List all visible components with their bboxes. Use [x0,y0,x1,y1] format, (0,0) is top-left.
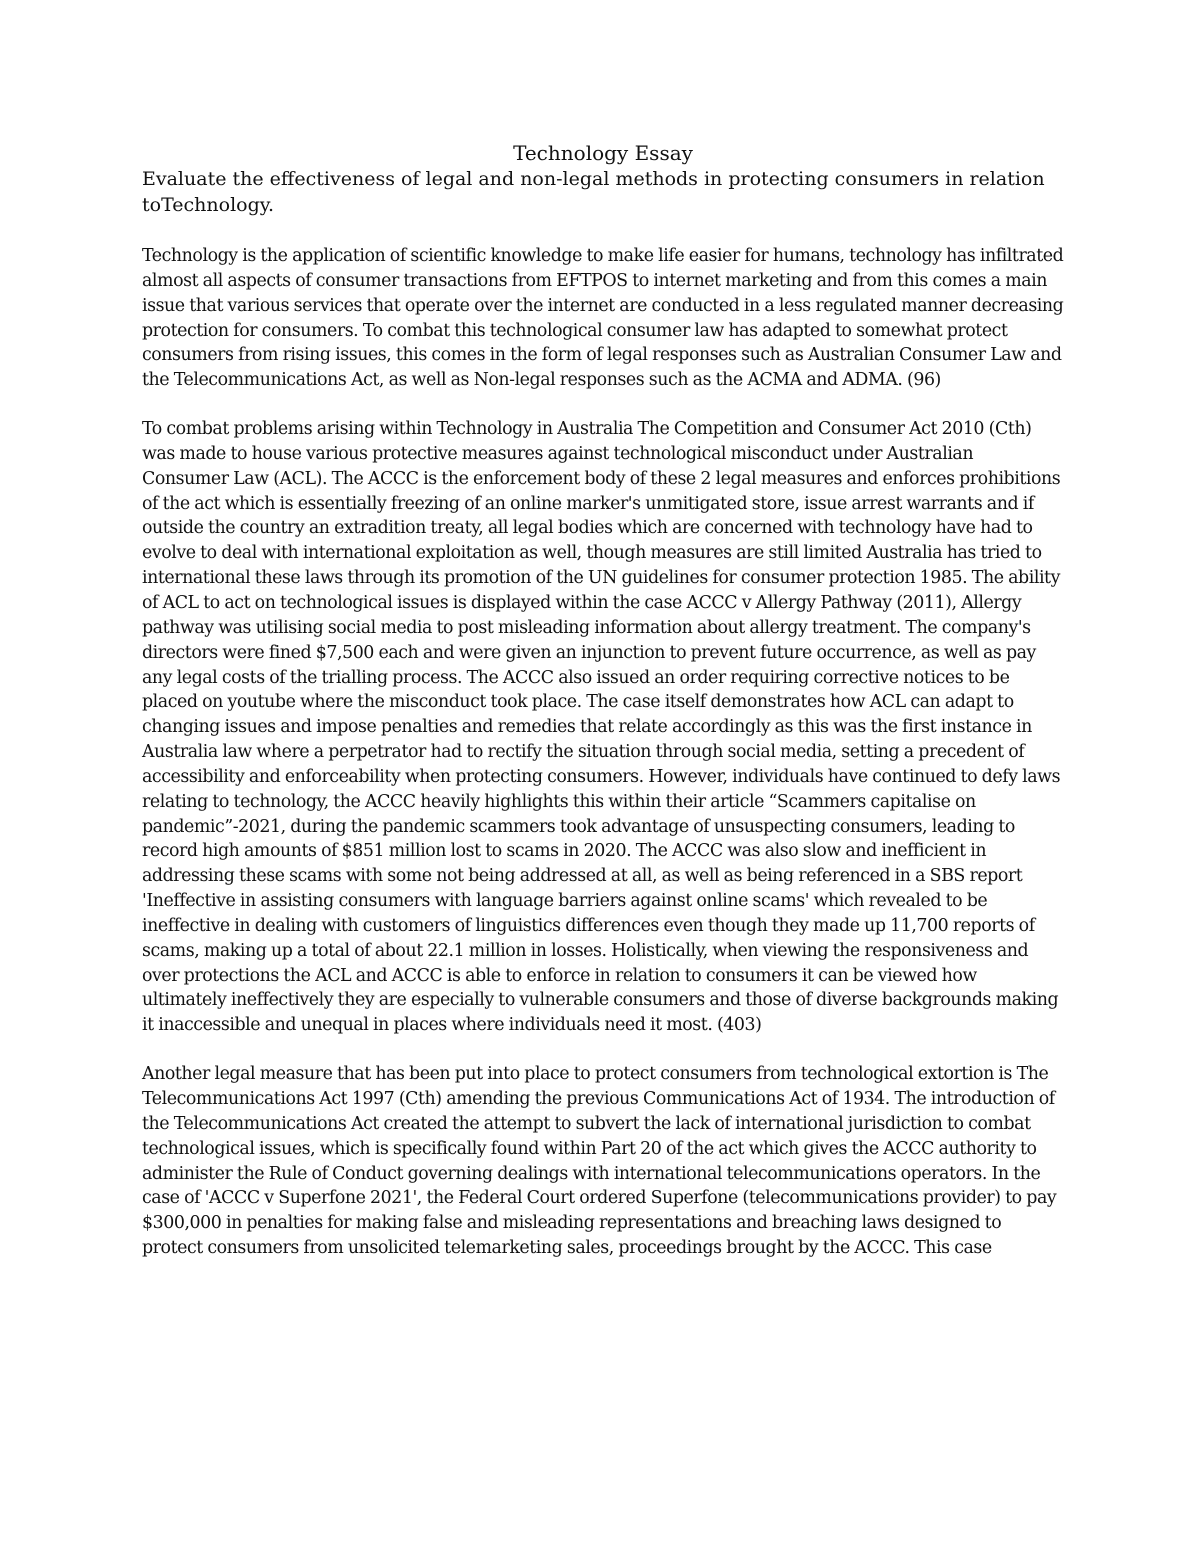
essay-question: Evaluate the effectiveness of legal and non-legal methods in protecting consumers in relation toTechnology. [142,168,1045,216]
document-title: Technology Essay [513,141,693,165]
document-body [142,140,1064,1261]
paragraph-telecommunications-act: Another legal measure that has been put into place to protect consumers from technological extortion is The Telecommunications Act 1997 (Cth) amending the previous Communications Act of 1934. The introduction of the Telecommunications Act created the attempt to subvert the lack of international jurisdiction to combat technological issues, which is specifically found within Part 20 of the act which gives the ACCC authority to administer the Rule of Conduct governing dealings with international telecommunications operators. In the case of 'ACCC v Superfone 2021', the Federal Court ordered Superfone (telecommunications provider) to pay $300,000 in penalties for making false and misleading representations and breaching laws designed to protect consumers from unsolicited telemarketing sales, proceedings brought by the ACCC. This case [142,1064,1057,1259]
paragraph-acl: To combat problems arising within Technology in Australia The Competition and Consumer Act 2010 (Cth) was made to house various protective measures against technological misconduct under Australian Consumer Law (ACL). The ACCC is the enforcement body of these 2 legal measures and enforces prohibitions of the act which is essentially freezing of an online marker's unmitigated store, issue arrest warrants and if outside the country an extradition treaty, all legal bodies which are concerned with technology have had to evolve to deal with international exploitation as well, though measures are still limited Australia has tried to international these laws through its promotion of the UN guidelines for consumer protection 1985. The ability of ACL to act on technological issues is displayed within the case ACCC v Allergy Pathway (2011), Allergy pathway was utilising social media to post misleading information about allergy treatment. The company's directors were fined $7,500 each and were given an injunction to prevent future occurrence, as well as pay any legal costs of the trialling process. The ACCC also issued an order requiring corrective notices to be placed on youtube where the misconduct took place. The case itself demonstrates how ACL can adapt to changing issues and impose penalties and remedies that relate accordingly as this was the first instance in Australia law where a perpetrator had to rectify the situation through social media, setting a precedent of accessibility and enforceability when protecting consumers. However, individuals have continued to defy laws relating to technology, the ACCC heavily highlights this within their article “Scammers capitalise on pandemic”-2021, during the pandemic scammers took advantage of unsuspecting consumers, leading to record high amounts of $851 million lost to scams in 2020. The ACCC was also slow and inefficient in addressing these scams with some not being addressed at all, as well as being referenced in a SBS report 'Ineffective in assisting consumers with language barriers against online scams' which revealed to be ineffective in dealing with customers of linguistics differences even though they made up 11,700 reports of scams, making up a total of about 22.1 million in losses. Holistically, when viewing the responsiveness and over protections the ACL and ACCC is able to enforce in relation to consumers it can be viewed how ultimately ineffectively they are especially to vulnerable consumers and those of diverse backgrounds making it inaccessible and unequal in places where individuals need it most. (403) [142,419,1061,1036]
paragraph-introduction: Technology is the application of scientific knowledge to make life easier for humans, technology has infiltrated almost all aspects of consumer transactions from EFTPOS to internet marketing and from this comes a main issue that various services that operate over the internet are conducted in a less regulated manner decreasing protection for consumers. To combat this technological consumer law has adapted to somewhat protect consumers from rising issues, this comes in the form of legal responses such as Australian Consumer Law and the Telecommunications Act, as well as Non-legal responses such as the ACMA and ADMA. (96) [142,246,1064,391]
